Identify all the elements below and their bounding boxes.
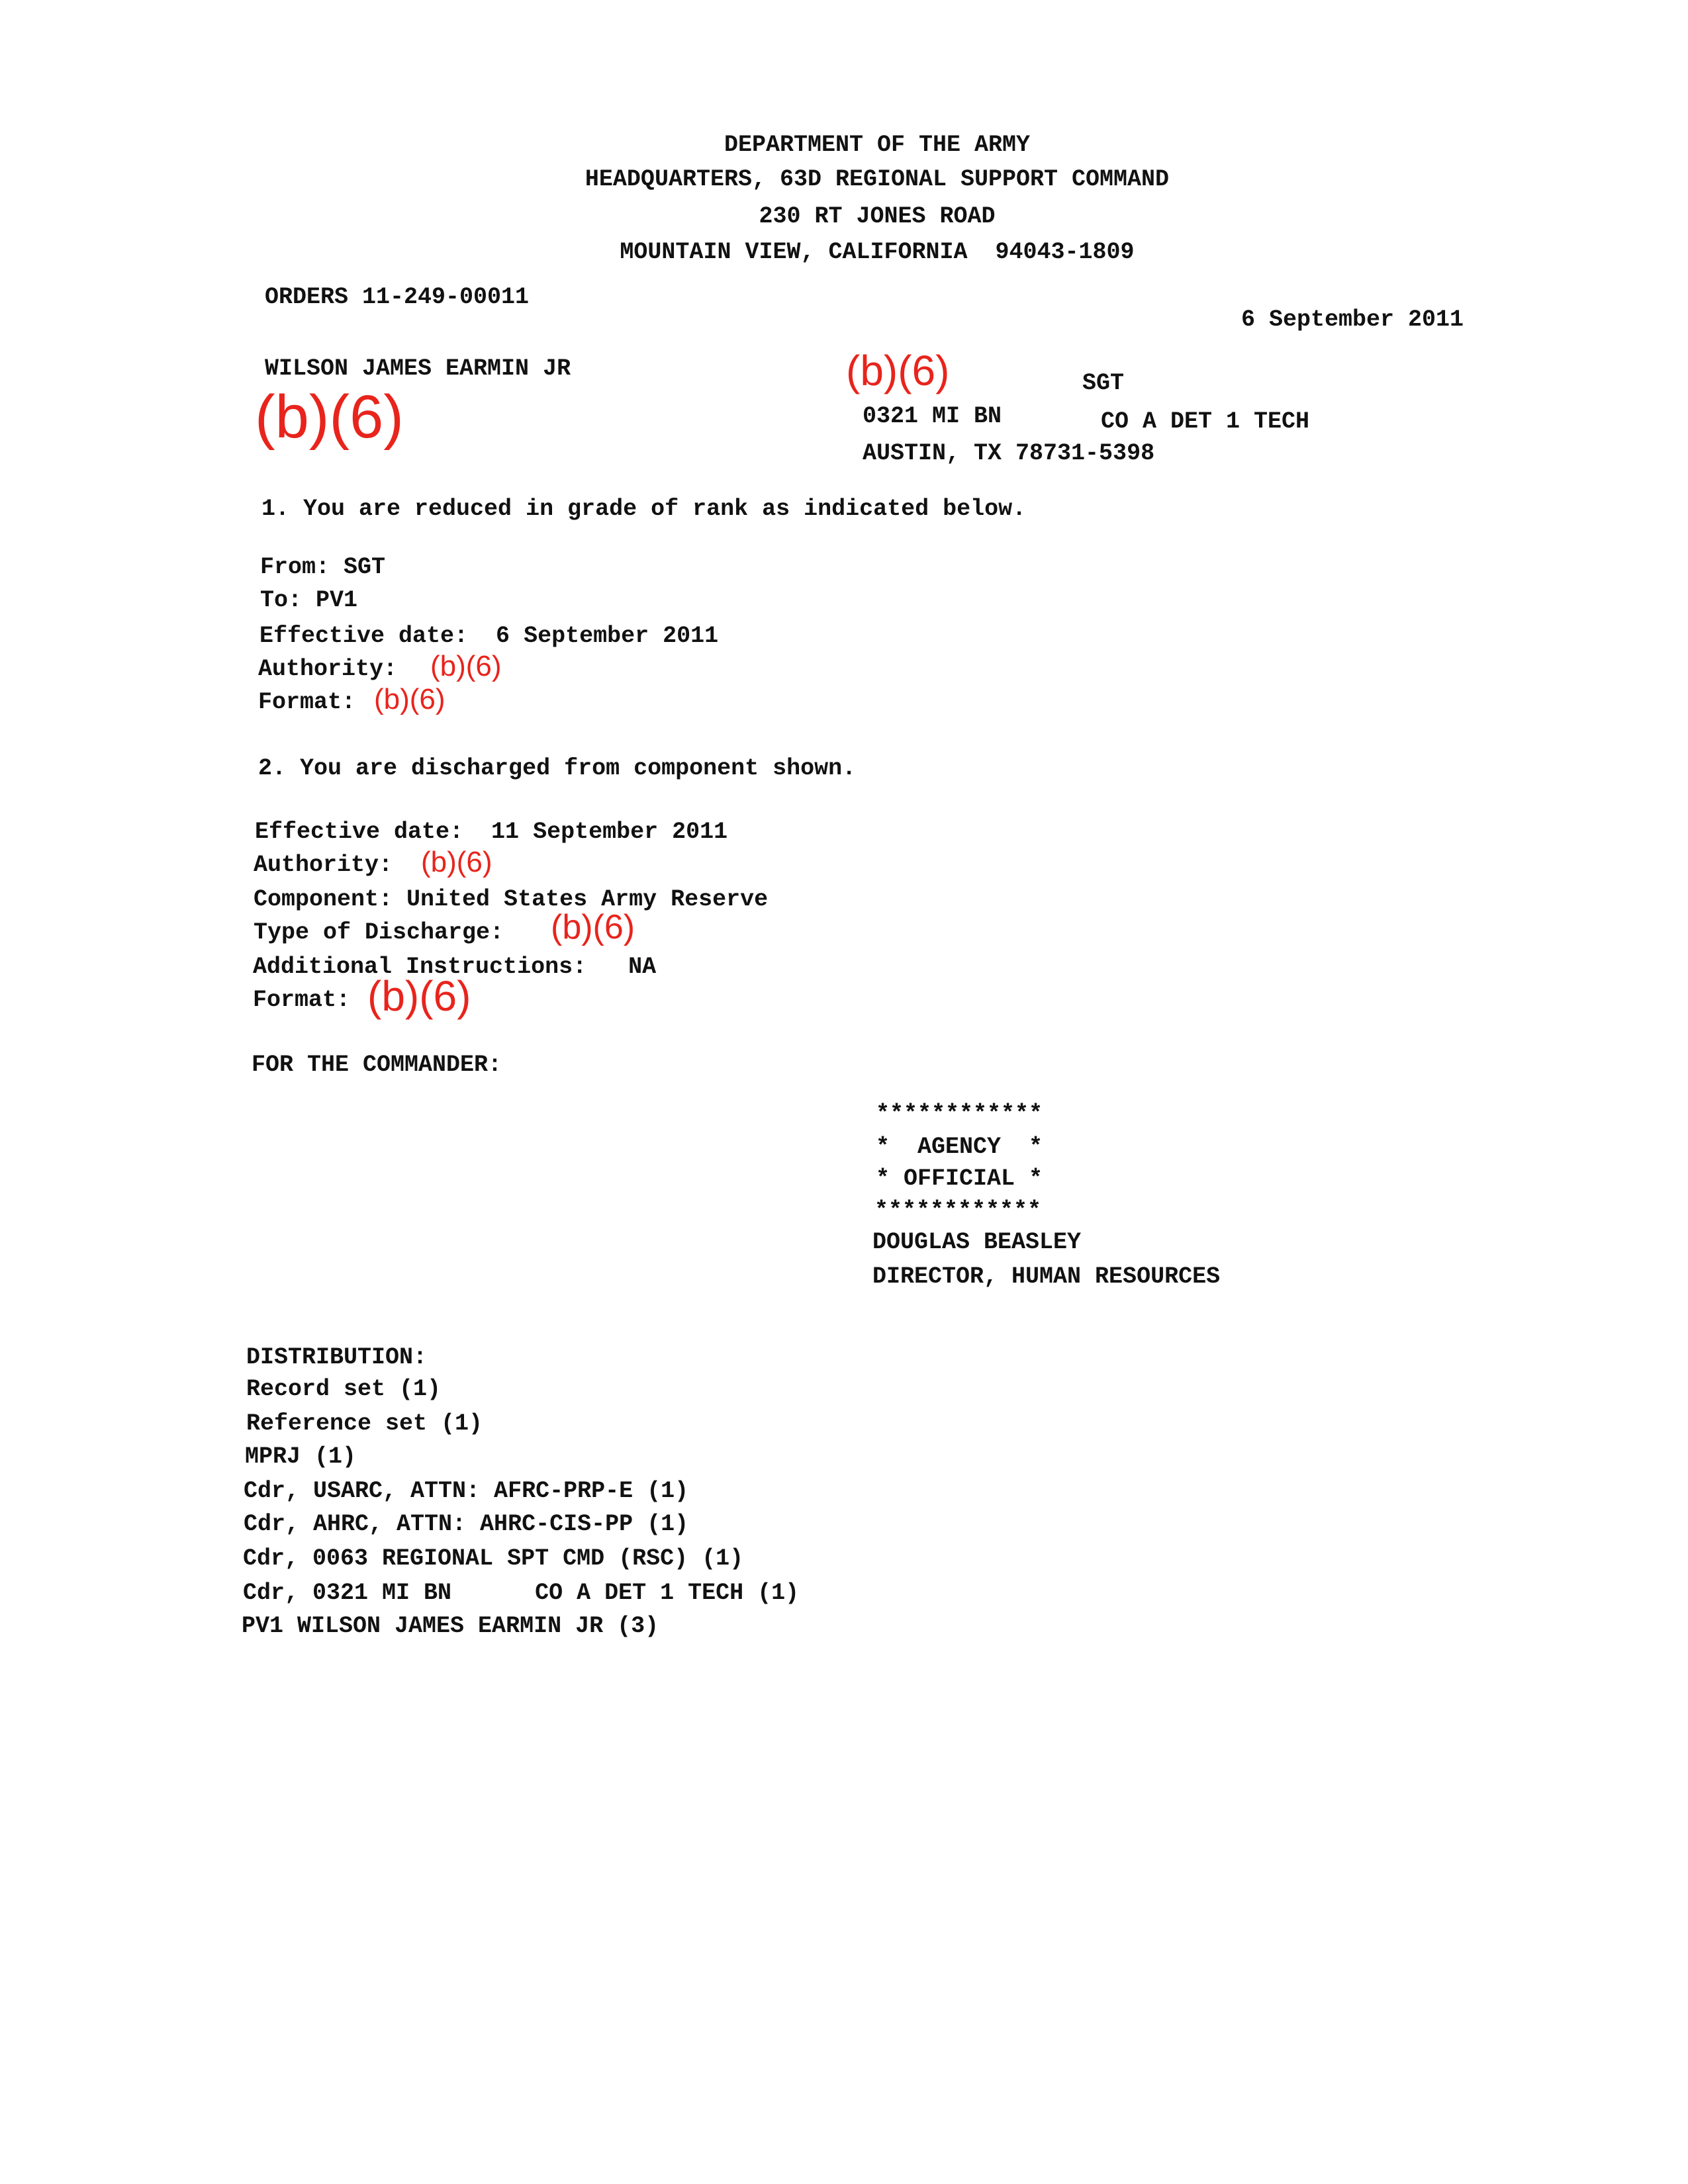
distribution-item: Cdr, USARC, ATTN: AFRC-PRP-E (1)	[244, 1478, 689, 1504]
distribution-heading: DISTRIBUTION:	[246, 1344, 428, 1371]
addressee-unit-company: CO A DET 1 TECH	[1101, 408, 1310, 435]
stamp-border-bottom: ************	[874, 1197, 1042, 1224]
addressee-unit: 0321 MI BN	[863, 403, 1002, 430]
header-city: MOUNTAIN VIEW, CALIFORNIA 94043-1809	[620, 239, 1135, 265]
header-address: 230 RT JONES ROAD	[759, 203, 996, 230]
redaction-mark: (b)(6)	[255, 383, 404, 451]
redaction-mark: (b)(6)	[374, 683, 445, 715]
reduction-authority-label: Authority:	[258, 656, 398, 682]
distribution-item: PV1 WILSON JAMES EARMIN JR (3)	[242, 1613, 659, 1639]
addressee-name: WILSON JAMES EARMIN JR	[265, 355, 571, 382]
redaction-mark: (b)(6)	[551, 908, 635, 946]
distribution-item: Record set (1)	[246, 1376, 442, 1402]
header-headquarters: HEADQUARTERS, 63D REGIONAL SUPPORT COMMAND	[585, 166, 1170, 193]
order-date: 6 September 2011	[1241, 306, 1464, 333]
from-grade: From: SGT	[260, 554, 386, 580]
discharge-effective-date: Effective date: 11 September 2011	[255, 819, 728, 845]
for-the-commander: FOR THE COMMANDER:	[252, 1052, 502, 1078]
redaction-mark: (b)(6)	[846, 347, 950, 394]
reduction-effective-date: Effective date: 6 September 2011	[259, 623, 719, 649]
signer-title: DIRECTOR, HUMAN RESOURCES	[872, 1263, 1221, 1290]
to-grade: To: PV1	[260, 587, 358, 614]
discharge-authority-label: Authority:	[254, 852, 393, 878]
distribution-item: Reference set (1)	[246, 1410, 483, 1437]
discharge-format-label: Format:	[253, 987, 351, 1013]
additional-instructions: Additional Instructions: NA	[253, 954, 657, 980]
type-of-discharge-label: Type of Discharge:	[254, 919, 504, 946]
signer-name: DOUGLAS BEASLEY	[872, 1229, 1082, 1255]
stamp-border-top: ************	[876, 1101, 1043, 1127]
redaction-mark: (b)(6)	[421, 846, 492, 878]
distribution-item: Cdr, 0321 MI BN CO A DET 1 TECH (1)	[243, 1580, 800, 1606]
paragraph-2: 2. You are discharged from component shown.	[258, 755, 857, 782]
redaction-mark: (b)(6)	[430, 650, 502, 682]
header-department: DEPARTMENT OF THE ARMY	[724, 132, 1031, 158]
redaction-mark: (b)(6)	[367, 972, 471, 1020]
reduction-format-label: Format:	[258, 689, 356, 715]
addressee-rank: SGT	[1082, 370, 1125, 396]
stamp-agency: * AGENCY *	[876, 1134, 1043, 1160]
stamp-official: * OFFICIAL *	[876, 1165, 1043, 1192]
distribution-item: Cdr, AHRC, ATTN: AHRC-CIS-PP (1)	[244, 1511, 689, 1537]
distribution-item: Cdr, 0063 REGIONAL SPT CMD (RSC) (1)	[243, 1545, 744, 1572]
discharge-component: Component: United States Army Reserve	[254, 886, 769, 913]
addressee-city: AUSTIN, TX 78731-5398	[863, 440, 1155, 467]
orders-number: ORDERS 11-249-00011	[265, 284, 530, 310]
distribution-item: MPRJ (1)	[245, 1443, 357, 1470]
paragraph-1: 1. You are reduced in grade of rank as indicated below.	[261, 496, 1027, 522]
